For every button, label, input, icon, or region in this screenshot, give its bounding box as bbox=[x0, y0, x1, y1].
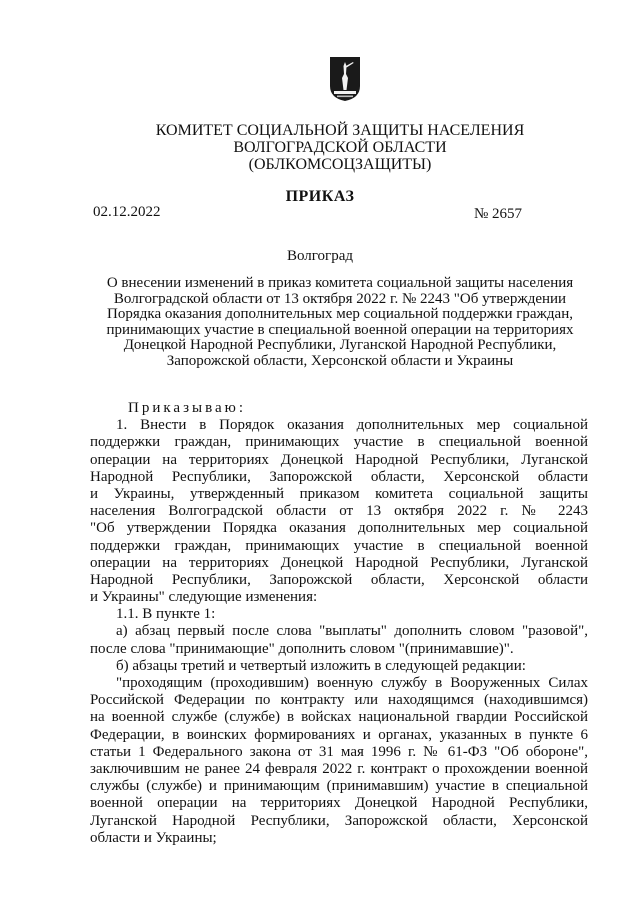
quote-line: заключившим не ранее 24 февраля 2022 г. контракт о прохождении военной bbox=[90, 760, 588, 777]
subject-line: принимающих участие в специальной военной операции на территориях bbox=[106, 321, 574, 338]
quote-line: области и Украины; bbox=[90, 829, 217, 846]
paragraph-1-1-line: 1.1. В пункте 1: bbox=[116, 606, 216, 623]
paragraph-1-line: Народной Республики, Запорожской области, Херсонской области bbox=[90, 468, 588, 485]
quote-line: Луганской Народной Республики, Запорожской области, Херсонской bbox=[90, 812, 588, 829]
subject-line: О внесении изменений в приказ комитета социальной защиты населения bbox=[106, 275, 574, 291]
quote-line: на военной службе (службе) в войсках национальной гвардии Российской bbox=[90, 709, 588, 726]
quote-line: статьи 1 Федерального закона от 31 мая 1996 г. № 61-ФЗ "Об обороне", bbox=[90, 743, 588, 760]
paragraph-1-line: Народной Республики, Запорожской области, Херсонской области bbox=[90, 571, 588, 588]
quote-line: Российской Федерации по контракту или находящимся (находившимся) bbox=[90, 692, 588, 709]
paragraph-1-line: населения Волгоградской области от 13 октября 2022 г. № 2243 bbox=[90, 503, 588, 520]
order-city: Волгоград bbox=[286, 248, 353, 264]
paragraph-1-line: и Украины" следующие изменения: bbox=[90, 589, 318, 606]
order-date: 02.12.2022 bbox=[93, 204, 161, 220]
order-subject bbox=[95, 276, 585, 369]
paragraph-a-line: а) абзац первый после слова "выплаты" дополнить словом "разовой", bbox=[116, 623, 588, 640]
subject-line: Запорожской области, Херсонской области и Украины bbox=[166, 352, 514, 369]
paragraph-1-line: поддержки граждан, принимающих участие в специальной военной bbox=[90, 434, 588, 451]
paragraph-1-line: операции на территориях Донецкой Народной Республики, Луганской bbox=[90, 554, 588, 571]
paragraph-1-line: поддержки граждан, принимающих участие в специальной военной bbox=[90, 537, 588, 554]
header-line-3: (ОБЛКОМСОЦЗАЩИТЫ) bbox=[248, 156, 432, 173]
paragraph-a-line: после слова "принимающие" дополнить словом "(принимавшие)". bbox=[90, 640, 514, 657]
order-title: ПРИКАЗ bbox=[285, 188, 355, 205]
organization-header bbox=[90, 122, 590, 173]
paragraph-1-line: и Украины, утвержденный приказом комитета социальной защиты bbox=[90, 485, 588, 502]
subject-line: Порядка оказания дополнительных мер социальной поддержки граждан, bbox=[107, 306, 573, 322]
header-line-2: ВОЛГОГРАДСКОЙ ОБЛАСТИ bbox=[233, 139, 447, 156]
prikazyvayu-line: Приказываю: bbox=[128, 400, 246, 416]
paragraph-1-line: операции на территориях Донецкой Народной Республики, Луганской bbox=[90, 451, 588, 468]
subject-line: Волгоградской области от 13 октября 2022 г. № 2243 "Об утверждении bbox=[113, 290, 567, 307]
order-body bbox=[90, 400, 588, 847]
header-line-1: КОМИТЕТ СОЦИАЛЬНОЙ ЗАЩИТЫ НАСЕЛЕНИЯ bbox=[155, 122, 525, 139]
paragraph-1-line: "Об утверждении Порядка оказания дополнительных мер социальной bbox=[90, 520, 588, 537]
quote-line: военной операции на территориях Донецкой Народной Республики, bbox=[90, 795, 588, 812]
quote-line: "проходящим (проходившим) военную службу в Вооруженных Силах bbox=[116, 675, 588, 691]
volgograd-emblem-icon bbox=[329, 56, 361, 102]
paragraph-b-line: б) абзацы третий и четвертый изложить в следующей редакции: bbox=[116, 657, 526, 674]
quote-line: службы (службе) и принимающим (принимавшим) участие в специальной bbox=[90, 778, 588, 795]
quote-line: Федерации, в воинских формированиях и органах, указанных в пункте 6 bbox=[90, 726, 588, 743]
subject-line: Донецкой Народной Республики, Луганской Народной Республики, bbox=[123, 337, 557, 353]
order-number: № 2657 bbox=[474, 206, 523, 222]
paragraph-1-line: 1. Внести в Порядок оказания дополнительных мер социальной bbox=[116, 417, 588, 434]
